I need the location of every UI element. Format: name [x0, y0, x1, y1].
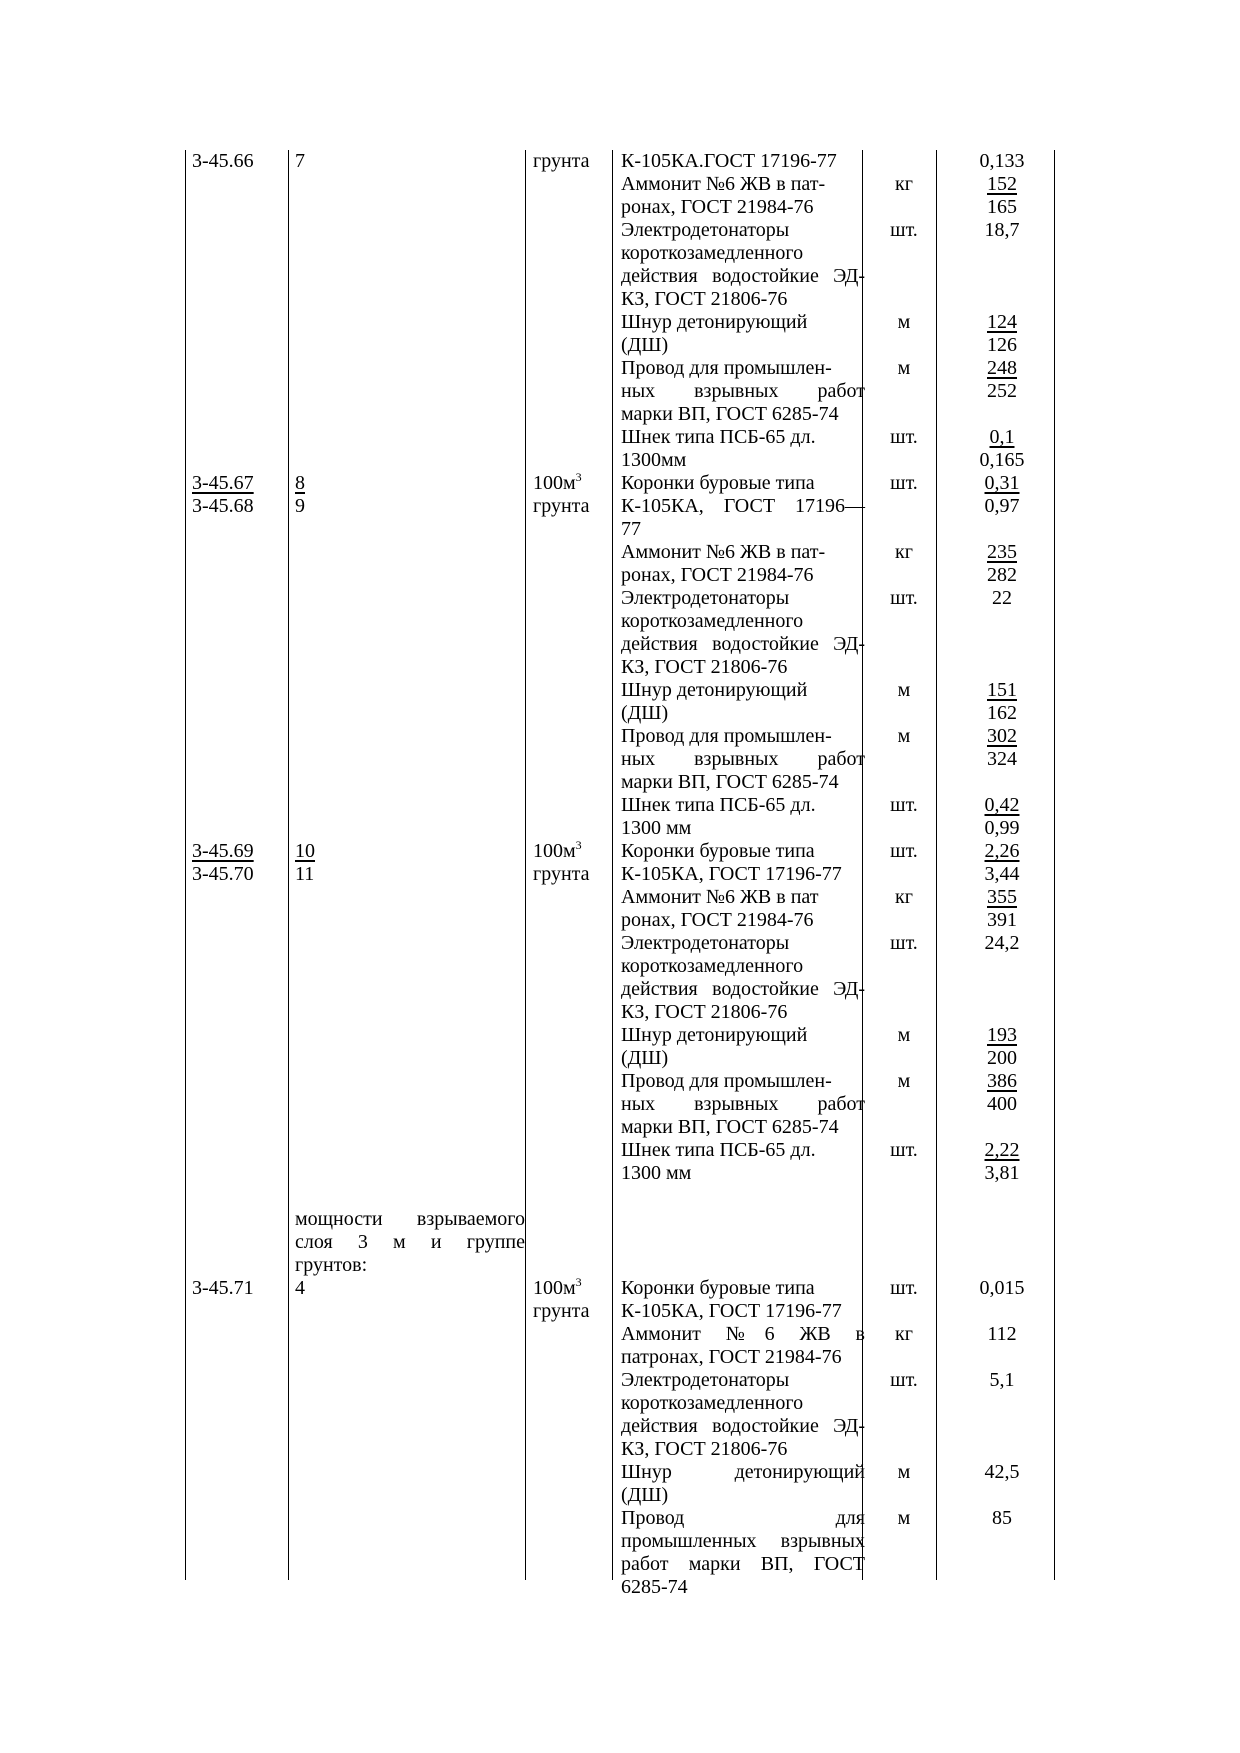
quantity-value: 3,44 — [984, 863, 1020, 885]
quantity-value — [943, 1070, 1061, 1093]
measure-unit: шт. — [890, 1369, 918, 1391]
resource-name: патронах, ГОСТ 21984-76 — [621, 1346, 842, 1368]
resource-name: марки ВП, ГОСТ 6285-74 — [621, 403, 839, 425]
resource-name: действия водостойкие ЭД- — [621, 633, 865, 655]
measure-unit: м — [897, 357, 911, 379]
parameter-value — [295, 472, 305, 495]
quantity-value-text: 2,22 — [984, 1139, 1020, 1161]
quantity-value — [943, 1024, 1061, 1047]
resource-name: работ марки ВП, ГОСТ — [621, 1553, 865, 1575]
quantity-value: 0,165 — [979, 449, 1025, 471]
measure-unit: м — [897, 311, 911, 333]
resource-name: Шнур детонирующий — [621, 1024, 808, 1046]
parameter-subheader: грунтов: — [295, 1254, 368, 1276]
parameter-value-text: 10 — [295, 840, 315, 862]
quantity-value — [943, 426, 1061, 449]
quantity-value — [943, 794, 1061, 817]
quantity-value: 200 — [987, 1047, 1017, 1069]
quantity-value: 126 — [987, 334, 1017, 356]
norm-unit — [533, 472, 582, 495]
quantity-value-text: 124 — [987, 311, 1017, 333]
resource-name: Коронки буровые типа — [621, 1277, 815, 1299]
resource-name: Провод для промышлен- — [621, 725, 832, 747]
unit-base: 100м — [533, 472, 576, 494]
norm-unit — [533, 840, 582, 863]
measure-unit: шт. — [890, 840, 918, 862]
resource-name: Электродетонаторы — [621, 219, 790, 241]
resource-name: Коронки буровые типа — [621, 472, 815, 494]
resource-name: (ДШ) — [621, 1047, 669, 1069]
resource-name: КЗ, ГОСТ 21806-76 — [621, 288, 788, 310]
parameter-subheader: слоя 3 м и группе — [295, 1231, 525, 1253]
measure-unit: шт. — [890, 426, 918, 448]
measure-unit: шт. — [890, 1277, 918, 1299]
quantity-value: 282 — [987, 564, 1017, 586]
resource-name: короткозамедленного — [621, 242, 804, 264]
norm-code: 3-45.70 — [192, 863, 254, 885]
norm-code-text: 3-45.69 — [192, 840, 254, 862]
quantity-value: 0,015 — [979, 1277, 1025, 1299]
measure-unit: кг — [895, 541, 913, 563]
resource-name: ронах, ГОСТ 21984-76 — [621, 564, 814, 586]
unit-base: 100м — [533, 840, 576, 862]
quantity-value — [943, 886, 1061, 909]
quantity-value: 5,1 — [989, 1369, 1015, 1391]
norm-code — [192, 472, 254, 495]
quantity-value-text: 2,26 — [984, 840, 1020, 862]
quantity-value-text: 355 — [987, 886, 1017, 908]
table-divider-3 — [612, 150, 613, 1580]
norm-code: 3-45.68 — [192, 495, 254, 517]
resource-name: действия водостойкие ЭД- — [621, 265, 865, 287]
resource-name: ронах, ГОСТ 21984-76 — [621, 196, 814, 218]
resource-name: Шнек типа ПСБ-65 дл. — [621, 794, 816, 816]
norm-unit: грунта — [533, 863, 590, 885]
resource-name: Провод для — [621, 1507, 865, 1529]
resource-name: действия водостойкие ЭД- — [621, 978, 865, 1000]
resource-name: промышленных взрывных — [621, 1530, 865, 1552]
norm-unit — [533, 1277, 582, 1300]
quantity-value-text: 0,1 — [989, 426, 1015, 448]
quantity-value: 0,133 — [979, 150, 1025, 172]
resource-name: КЗ, ГОСТ 21806-76 — [621, 656, 788, 678]
resource-name: 1300 мм — [621, 817, 692, 839]
parameter-value: 11 — [295, 863, 315, 885]
measure-unit: м — [897, 1461, 911, 1483]
table-divider-2 — [525, 150, 526, 1580]
quantity-value-text: 0,42 — [984, 794, 1020, 816]
measure-unit: шт. — [890, 472, 918, 494]
resource-name: КЗ, ГОСТ 21806-76 — [621, 1001, 788, 1023]
quantity-value-text: 248 — [987, 357, 1017, 379]
resource-name: марки ВП, ГОСТ 6285-74 — [621, 771, 839, 793]
quantity-value — [943, 472, 1061, 495]
norm-unit: грунта — [533, 150, 590, 172]
norm-code: 3-45.71 — [192, 1277, 254, 1299]
resource-name: действия водостойкие ЭД- — [621, 1415, 865, 1437]
resource-name: К-105КА, ГОСТ 17196— — [621, 495, 865, 517]
measure-unit: кг — [895, 173, 913, 195]
parameter-value: 9 — [295, 495, 305, 517]
quantity-value-text: 152 — [987, 173, 1017, 195]
quantity-value: 18,7 — [984, 219, 1020, 241]
resource-name: (ДШ) — [621, 334, 669, 356]
quantity-value: 162 — [987, 702, 1017, 724]
quantity-value-text: 386 — [987, 1070, 1017, 1092]
resource-name: Шнур детонирующий — [621, 311, 808, 333]
quantity-value-text: 235 — [987, 541, 1017, 563]
quantity-value — [943, 541, 1061, 564]
norm-code: 3-45.66 — [192, 150, 254, 172]
measure-unit: кг — [895, 886, 913, 908]
quantity-value: 0,97 — [984, 495, 1020, 517]
quantity-value-text: 302 — [987, 725, 1017, 747]
resource-name: ронах, ГОСТ 21984-76 — [621, 909, 814, 931]
resource-name: Аммонит №6 ЖВ в пат- — [621, 541, 826, 563]
measure-unit: кг — [895, 1323, 913, 1345]
measure-unit: шт. — [890, 587, 918, 609]
unit-exponent: 3 — [575, 470, 582, 484]
quantity-value: 24,2 — [984, 932, 1020, 954]
resource-name: Электродетонаторы — [621, 587, 790, 609]
quantity-value: 252 — [987, 380, 1017, 402]
parameter-value: 7 — [295, 150, 305, 172]
quantity-value: 85 — [992, 1507, 1012, 1529]
quantity-value: 400 — [987, 1093, 1017, 1115]
resource-name: ных взрывных работ — [621, 380, 865, 402]
parameter-value-text: 8 — [295, 472, 305, 494]
resource-name: Провод для промышлен- — [621, 1070, 832, 1092]
resource-name: Аммонит №6 ЖВ в пат — [621, 886, 819, 908]
measure-unit: м — [897, 725, 911, 747]
quantity-value: 3,81 — [984, 1162, 1020, 1184]
unit-exponent: 3 — [575, 838, 582, 852]
resource-name: 1300 мм — [621, 1162, 692, 1184]
resource-name: короткозамедленного — [621, 610, 804, 632]
parameter-subheader: мощности взрываемого — [295, 1208, 525, 1230]
quantity-value: 324 — [987, 748, 1017, 770]
resource-name: Электродетонаторы — [621, 1369, 790, 1391]
resource-name: 77 — [621, 518, 641, 540]
quantity-value — [943, 840, 1061, 863]
quantity-value-text: 0,31 — [984, 472, 1020, 494]
unit-base: 100м — [533, 1277, 576, 1299]
resource-name: Шнур детонирующий — [621, 1461, 865, 1483]
quantity-value: 0,99 — [984, 817, 1020, 839]
quantity-value-text: 151 — [987, 679, 1017, 701]
quantity-value: 22 — [992, 587, 1012, 609]
resource-name: Аммонит №6 ЖВ в — [621, 1323, 865, 1345]
quantity-value — [943, 173, 1061, 196]
quantity-value — [943, 725, 1061, 748]
measure-unit: шт. — [890, 794, 918, 816]
measure-unit: шт. — [890, 219, 918, 241]
resource-name: короткозамедленного — [621, 1392, 804, 1414]
norm-unit: грунта — [533, 1300, 590, 1322]
quantity-value — [943, 1139, 1061, 1162]
resource-name: Электродетонаторы — [621, 932, 790, 954]
quantity-value: 165 — [987, 196, 1017, 218]
resource-name: короткозамедленного — [621, 955, 804, 977]
resource-name: (ДШ) — [621, 1484, 669, 1506]
parameter-value: 4 — [295, 1277, 305, 1299]
quantity-value — [943, 357, 1061, 380]
norm-code-text: 3-45.67 — [192, 472, 254, 494]
measure-unit: м — [897, 1024, 911, 1046]
resource-name: Аммонит №6 ЖВ в пат- — [621, 173, 826, 195]
norm-unit: грунта — [533, 495, 590, 517]
resource-name: К-105КА.ГОСТ 17196-77 — [621, 150, 837, 172]
resource-name: К-105КА, ГОСТ 17196-77 — [621, 1300, 842, 1322]
measure-unit: м — [897, 1507, 911, 1529]
measure-unit: м — [897, 1070, 911, 1092]
resource-name: ных взрывных работ — [621, 748, 865, 770]
quantity-value-text: 193 — [987, 1024, 1017, 1046]
measure-unit: шт. — [890, 1139, 918, 1161]
resource-name: ных взрывных работ — [621, 1093, 865, 1115]
resource-name: (ДШ) — [621, 702, 669, 724]
resource-name: 6285-74 — [621, 1576, 688, 1598]
resource-name: Шнек типа ПСБ-65 дл. — [621, 1139, 816, 1161]
table-divider-1 — [288, 150, 289, 1580]
table-border-left — [185, 150, 186, 1580]
parameter-value — [295, 840, 315, 863]
quantity-value: 391 — [987, 909, 1017, 931]
measure-unit: шт. — [890, 932, 918, 954]
unit-exponent: 3 — [575, 1275, 582, 1289]
quantity-value: 112 — [987, 1323, 1017, 1345]
quantity-value — [943, 679, 1061, 702]
resource-name: КЗ, ГОСТ 21806-76 — [621, 1438, 788, 1460]
measure-unit: м — [897, 679, 911, 701]
resource-name: Провод для промышлен- — [621, 357, 832, 379]
resource-name: Коронки буровые типа — [621, 840, 815, 862]
resource-name: Шнек типа ПСБ-65 дл. — [621, 426, 816, 448]
quantity-value — [943, 311, 1061, 334]
resource-name: 1300мм — [621, 449, 687, 471]
quantity-value: 42,5 — [984, 1461, 1020, 1483]
resource-name: марки ВП, ГОСТ 6285-74 — [621, 1116, 839, 1138]
resource-name: К-105КА, ГОСТ 17196-77 — [621, 863, 842, 885]
norm-code — [192, 840, 254, 863]
resource-name: Шнур детонирующий — [621, 679, 808, 701]
